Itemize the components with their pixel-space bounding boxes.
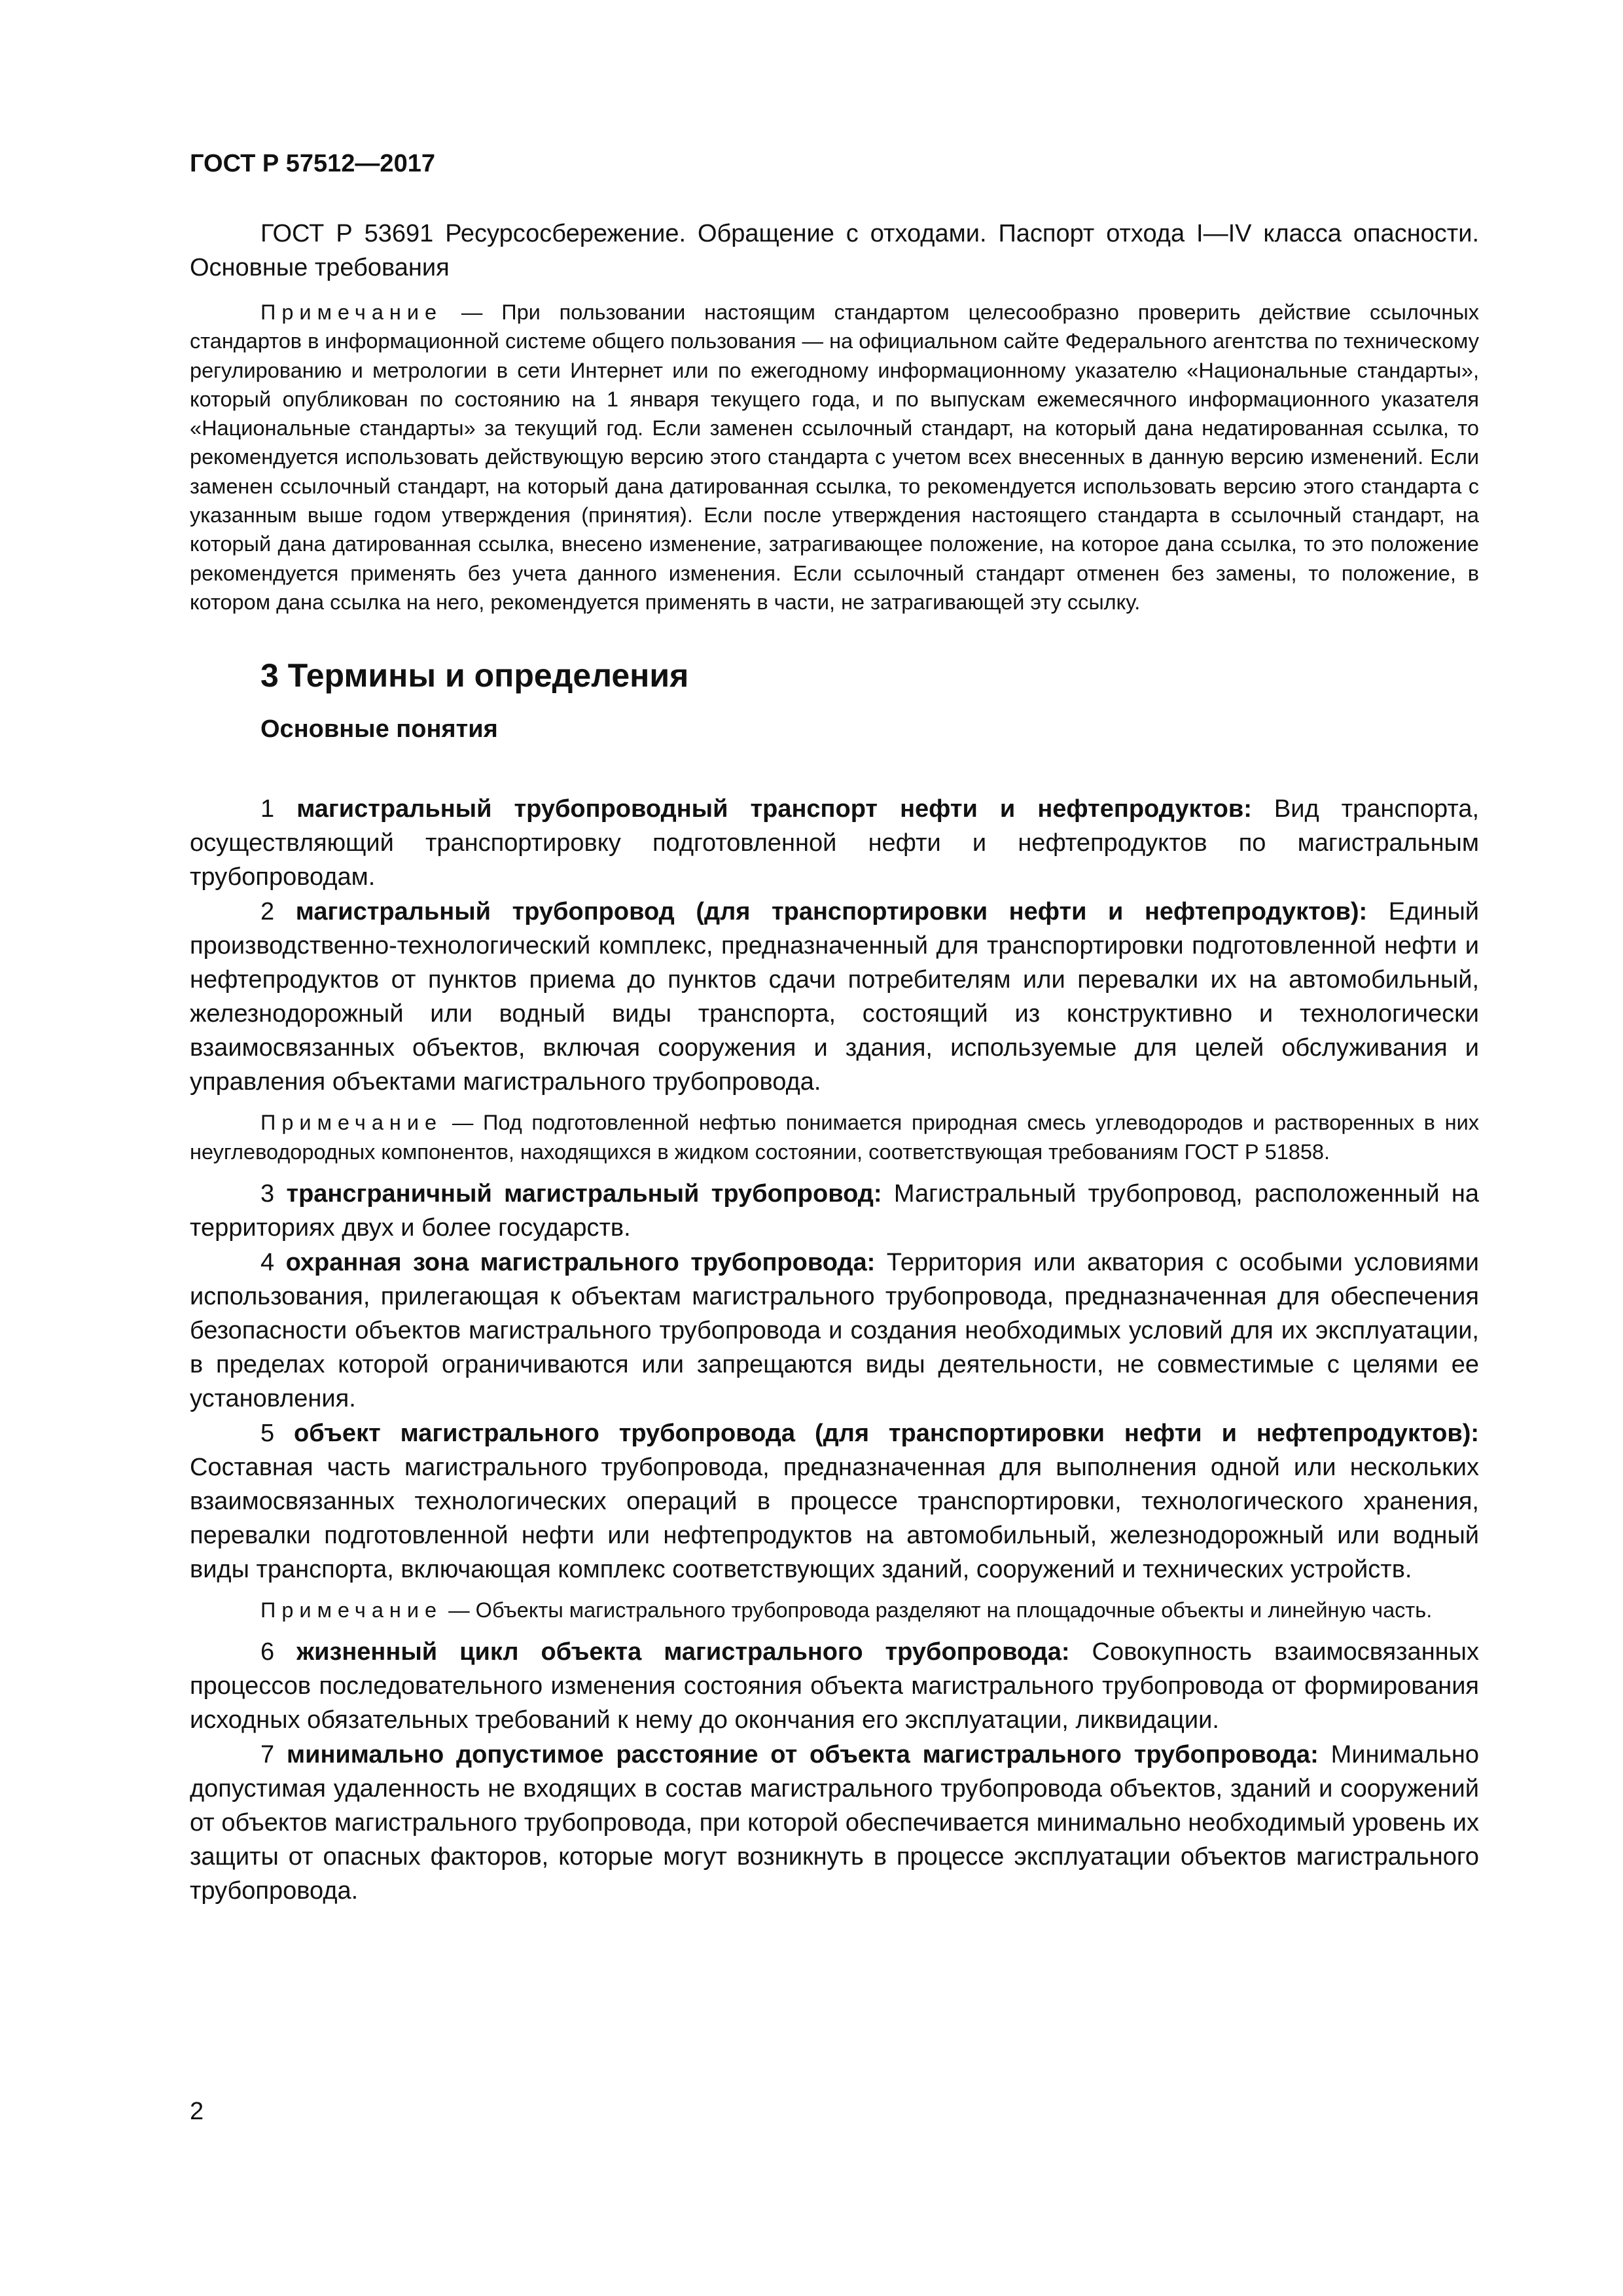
- section-3-heading: 3 Термины и определения: [260, 657, 689, 694]
- term-5-note: [190, 1596, 1479, 1624]
- term-name: охранная зона магистрального трубопровода:: [285, 1248, 876, 1276]
- term-number: 3: [260, 1179, 275, 1208]
- term-definition: Вид транспорта, осуществляющий транспортировку подготовленной нефти и нефтепродуктов по магистральным трубопроводам.: [190, 795, 1480, 891]
- term-number: 1: [260, 795, 275, 823]
- document-page: [190, 147, 1479, 1908]
- term-number: 6: [260, 1638, 275, 1666]
- term-definition: Составная часть магистрального трубопровода, предназначенная для выполнения одной или нескольких взаимосвязанных технологических операций в процессе транспортировки, технологического хранения, перевалки подготовленной нефти или нефтепродуктов на автомобильный, железнодорожный или водный виды транспорта, включающая комплекс соответствующих зданий, сооружений и технических устройств.: [190, 1453, 1479, 1583]
- term-name: объект магистрального трубопровода (для транспортировки нефти и нефтепродуктов):: [294, 1419, 1479, 1447]
- term-entry-4: [190, 1246, 1479, 1416]
- note-label: Примечание: [260, 1111, 443, 1135]
- note-text: — Объекты магистрального трубопровода разделяют на площадочные объекты и линейную часть.: [442, 1598, 1433, 1622]
- term-name: трансграничный магистральный трубопровод:: [286, 1179, 882, 1208]
- term-name: магистральный трубопровод (для транспортировки нефти и нефтепродуктов):: [295, 898, 1368, 926]
- term-entry-2: [190, 895, 1479, 1099]
- reference-note: [190, 298, 1479, 617]
- term-2-note: [190, 1108, 1479, 1166]
- term-definition: Территория или акватория с особыми условиями использования, прилегающая к объектам магистрального трубопровода, предназначенная для обеспечения безопасности объектов магистрального трубопровода и создания необходимых условий для их эксплуатации, в пределах которой ограничиваются или запрещаются виды деятельности, не совместимые с целями ее установления.: [190, 1248, 1479, 1412]
- term-name: минимально допустимое расстояние от объекта магистрального трубопровода:: [287, 1741, 1319, 1769]
- term-number: 4: [260, 1248, 275, 1276]
- term-entry-1: [190, 792, 1479, 894]
- term-definition: Совокупность взаимосвязанных процессов последовательного изменения состояния объекта магистрального трубопровода от формирования исходных обязательных требований к нему до окончания его эксплуатации, ликвидации.: [190, 1638, 1479, 1734]
- term-number: 2: [260, 898, 275, 926]
- term-definition: Единый производственно-технологический комплекс, предназначенный для транспортировки подготовленной нефти и нефтепродуктов от пунктов приема до пунктов сдачи потребителям или перевалки их на автомобильный, железнодорожный или водный виды транспорта, состоящий из конструктивно и технологически взаимосвязанных объектов, включая сооружения и здания, используемые для целей обслуживания и управления объектами магистрального трубопровода.: [190, 898, 1480, 1096]
- term-name: жизненный цикл объекта магистрального трубопровода:: [296, 1638, 1070, 1666]
- term-entry-6: [190, 1635, 1479, 1737]
- term-entry-7: [190, 1738, 1479, 1908]
- term-name: магистральный трубопроводный транспорт нефти и нефтепродуктов:: [296, 795, 1252, 823]
- document-code-header: ГОСТ Р 57512—2017: [190, 150, 435, 177]
- reference-entry-gost-53691: ГОСТ Р 53691 Ресурсосбережение. Обращение с отходами. Паспорт отхода I—IV класса опасности. Основные требования: [190, 220, 1479, 281]
- term-number: 5: [260, 1419, 275, 1447]
- note-text: — Под подготовленной нефтью понимается природная смесь углеводородов и растворенных в них неуглеводородных компонентов, находящихся в жидком состоянии, соответствующая требованиям ГОСТ Р 51858.: [190, 1111, 1479, 1164]
- term-number: 7: [260, 1741, 275, 1769]
- note-label: Примечание: [260, 1598, 443, 1622]
- term-entry-3: [190, 1177, 1479, 1245]
- note-label: Примечание: [260, 300, 443, 324]
- term-entry-5: [190, 1416, 1479, 1587]
- term-definition: Магистральный трубопровод, расположенный на территориях двух и более государств.: [190, 1179, 1479, 1242]
- subheading-basic-concepts: Основные понятия: [260, 715, 498, 744]
- note-text: — При пользовании настоящим стандартом целесообразно проверить действие ссылочных стандартов в информационной системе общего пользования — на официальном сайте Федерального агентства по техническому регулированию и метрологии в сети Интернет или по ежегодному информационному указателю «Национальные стандарты», который опубликован по состоянию на 1 января текущего года, и по выпускам ежемесячного информационного указателя «Национальные стандарты» за текущий год. Если заменен ссылочный стандарт, на который дана недатированная ссылка, то рекомендуется использовать действующую версию этого стандарта с учетом всех внесенных в данную версию изменений. Если заменен ссылочный стандарт, на который дана датированная ссылка, то рекомендуется использовать версию этого стандарта с указанным выше годом утверждения (принятия). Если после утверждения настоящего стандарта в ссылочный стандарт, на который дана датированная ссылка, внесено изменение, затрагивающее положение, на которое дана ссылка, то это положение рекомендуется применять без учета данного изменения. Если ссылочный стандарт отменен без замены, то положение, в котором дана ссылка на него, рекомендуется применять в части, не затрагивающей эту ссылку.: [190, 300, 1479, 614]
- term-definition: Минимально допустимая удаленность не входящих в состав магистрального трубопровода объектов, зданий и сооружений от объектов магистрального трубопровода, при которой обеспечивается минимально необходимый уровень их защиты от опасных факторов, которые могут возникнуть в процессе эксплуатации объектов магистрального трубопровода.: [190, 1741, 1480, 1905]
- page-number: 2: [190, 2098, 204, 2125]
